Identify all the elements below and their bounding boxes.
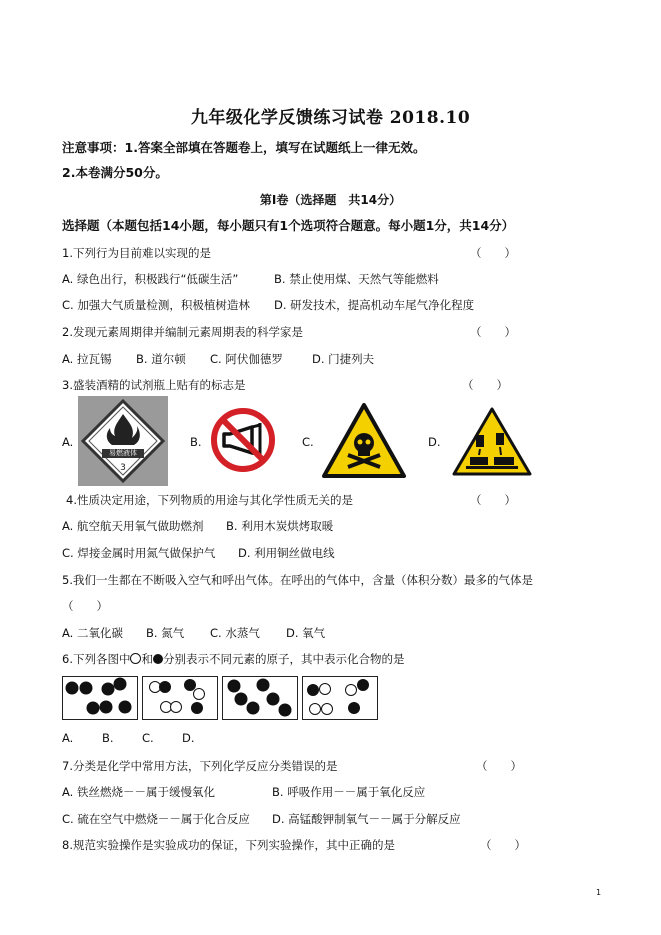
q4-option-b: B. 利用木炭烘烤取暖 xyxy=(226,519,334,533)
flammable-liquid-sign xyxy=(78,396,168,486)
q1-option-d: D. 研发技术，提高机动车尾气净化程度 xyxy=(274,298,475,312)
q8-answer-bracket: （ ） xyxy=(480,838,526,852)
q1-option-c: C. 加强大气质量检测，积极植树造林 xyxy=(62,298,250,312)
q2-option-a: A. 拉瓦锡 xyxy=(62,352,112,366)
q2-option-c: C. 阿伏伽德罗 xyxy=(210,352,283,366)
q8-stem: 8.规范实验操作是实验成功的保证，下列实验操作，其中正确的是 xyxy=(62,838,395,852)
q4-option-a: A. 航空航天用氧气做助燃剂 xyxy=(62,519,204,533)
q6-stem-part-2: 和 xyxy=(141,652,153,666)
q6-option-a: A. xyxy=(62,731,74,745)
section-title: 第Ⅰ卷（选择题 共14分） xyxy=(259,193,402,207)
q2-option-d: D. 门捷列夫 xyxy=(312,352,375,366)
flame-sign-number: 3 xyxy=(120,463,126,473)
q6-stem xyxy=(62,651,404,667)
q5-option-d: D. 氧气 xyxy=(286,626,326,640)
q7-stem: 7.分类是化学中常用方法，下列化学反应分类错误的是 xyxy=(62,759,338,773)
q3-stem: 3.盛装酒精的试剂瓶上贴有的标志是 xyxy=(62,378,246,392)
q3-option-a: A. xyxy=(62,435,74,449)
q4-stem: 4.性质决定用途，下列物质的用途与其化学性质无关的是 xyxy=(66,493,353,507)
molecule-box-a xyxy=(62,676,138,720)
q6-option-d: D. xyxy=(182,731,195,745)
q1-option-a: A. 绿色出行，积极践行“低碳生活” xyxy=(62,272,239,286)
molecule-box-c xyxy=(222,676,298,720)
flame-sign-label: 易燃液体 xyxy=(109,449,137,457)
q6-stem-part-3: 分别表示不同元素的原子，其中表示化合物的是 xyxy=(162,652,405,666)
q7-option-c: C. 硫在空气中燃烧－－属于化合反应 xyxy=(62,812,250,826)
q6-option-b: B. xyxy=(102,731,114,745)
q1-stem: 1.下列行为目前难以实现的是 xyxy=(62,246,211,260)
q5-stem: 5.我们一生都在不断吸入空气和呼出气体。在呼出的气体中，含量（体积分数）最多的气体是 xyxy=(62,573,533,587)
notice-2: 2.本卷满分50分。 xyxy=(62,165,168,180)
molecule-box-d xyxy=(302,676,378,720)
page-number: 1 xyxy=(596,888,602,897)
toxic-sign xyxy=(322,403,406,479)
q6-stem-part-1: 6.下列各图中 xyxy=(62,652,131,666)
q3-option-c: C. xyxy=(302,435,314,449)
q5-option-c: C. 水蒸气 xyxy=(210,626,260,640)
q4-option-c: C. 焊接金属时用氮气做保护气 xyxy=(62,546,216,560)
q5-answer-bracket: （ ） xyxy=(62,599,108,613)
molecule-box-b xyxy=(142,676,218,720)
q5-option-a: A. 二氧化碳 xyxy=(62,626,123,640)
q5-option-b: B. 氮气 xyxy=(146,626,185,640)
q3-option-b: B. xyxy=(190,435,202,449)
no-horn-sign xyxy=(210,407,276,473)
q4-answer-bracket: （ ） xyxy=(470,493,516,507)
hollow-atom-icon xyxy=(130,653,141,664)
q7-option-d: D. 高锰酸钾制氧气－－属于分解反应 xyxy=(272,812,461,826)
q3-option-d: D. xyxy=(428,435,441,449)
q3-answer-bracket: （ ） xyxy=(462,378,508,392)
q2-option-b: B. 道尔顿 xyxy=(136,352,186,366)
q7-option-a: A. 铁丝燃烧－－属于缓慢氧化 xyxy=(62,785,215,799)
q2-stem: 2.发现元素周期律并编制元素周期表的科学家是 xyxy=(62,325,303,339)
q7-answer-bracket: （ ） xyxy=(476,759,522,773)
q1-option-b: B. 禁止使用煤、天然气等能燃料 xyxy=(274,272,439,286)
corrosive-sign xyxy=(452,407,532,477)
q6-option-c: C. xyxy=(142,731,154,745)
notice-1: 注意事项：1.答案全部填在答题卷上，填写在试题纸上一律无效。 xyxy=(62,140,426,155)
q4-option-d: D. 利用铜丝做电线 xyxy=(238,546,335,560)
q7-option-b: B. 呼吸作用－－属于氧化反应 xyxy=(272,785,426,799)
q1-answer-bracket: （ ） xyxy=(470,246,516,260)
solid-atom-icon xyxy=(153,654,163,664)
page-title: 九年级化学反馈练习试卷 2018.10 xyxy=(190,108,471,128)
section-instruction: 选择题（本题包括14小题，每小题只有1个选项符合题意。每小题1分，共14分） xyxy=(62,218,515,233)
q2-answer-bracket: （ ） xyxy=(470,325,516,339)
